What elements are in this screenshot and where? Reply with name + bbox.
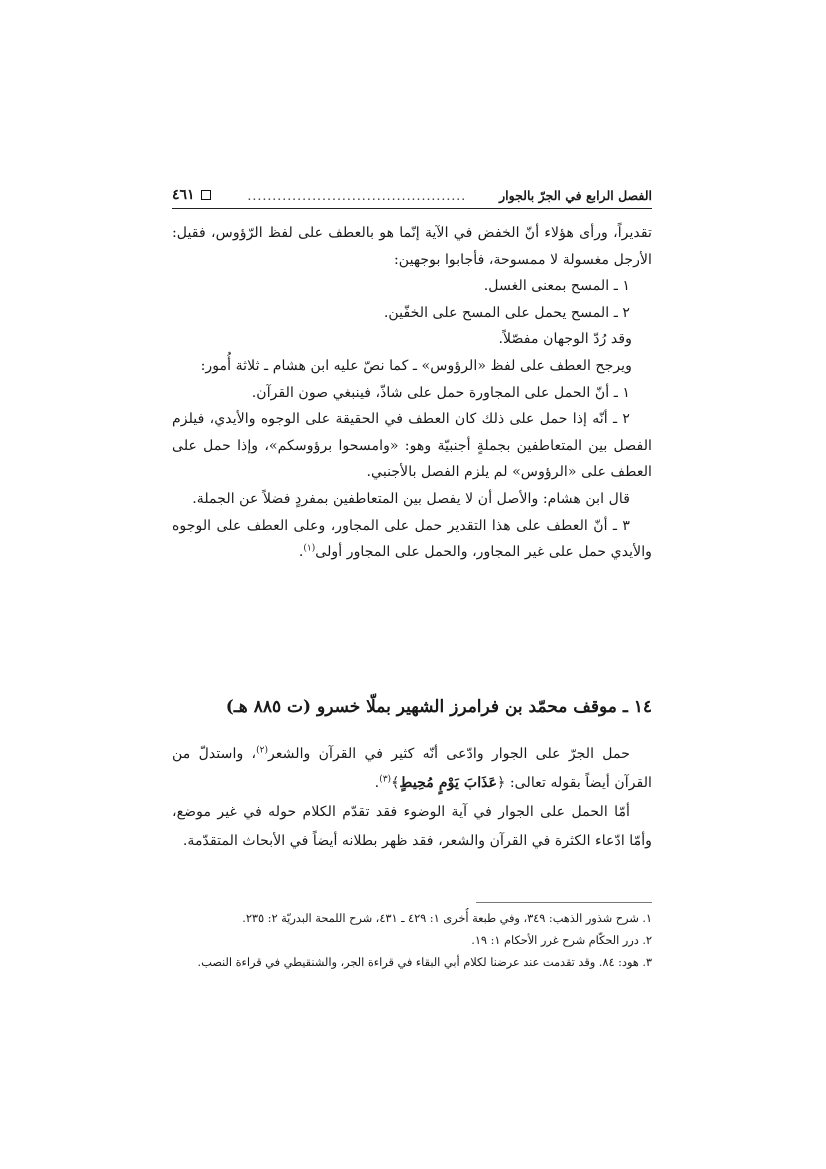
- paragraph: [172, 740, 652, 798]
- footnote-ref: (١): [303, 543, 316, 554]
- footnote-ref: (٢): [256, 745, 268, 756]
- quran-bracket: ﴾: [391, 775, 400, 791]
- section-heading: ١٤ ـ موقف محمّد بن فرامرز الشهير بملّا خسرو (ت ٨٨٥ هـ): [225, 697, 652, 717]
- dot-leader: ............................................: [247, 187, 467, 203]
- list-item: [172, 513, 652, 566]
- footnote: ٣. هود: ٨٤. وقد تقدمت عند عرضنا لكلام أبي البقاء في قراءة الجر، والشنقيطي في قراءة النصب.: [197, 956, 652, 969]
- paragraph: أمّا الحمل على الجوار في آية الوضوء فقد تقدّم الكلام حوله في غير موضع، وأمّا ادّعاء الكثرة في القرآن والشعر، فقد ظهر بطلانه أيضاً في الأبحاث المتقدّمة.: [172, 804, 652, 849]
- footnote: ١. شرح شذور الذهب: ٣٤٩، وفي طبعة أُخرى ١: ٤٢٩ ـ ٤٣١، شرح اللمحة البدريّة ٢: ٢٣٥.: [242, 912, 652, 925]
- paragraph: قال ابن هشام: والأصل أن لا يفصل بين المتعاطفين بمفردٍ فضلاً عن الجملة.: [192, 490, 630, 507]
- paragraph: وقد رُدّ الوجهان مفصّلاً.: [498, 331, 632, 348]
- paragraph: ويرجح العطف على لفظ «الرؤوس» ـ كما نصّ عليه ابن هشام ـ ثلاثة أُمور:: [200, 357, 632, 374]
- paragraph-text: حمل الجرّ على الجوار وادّعى أنّه كثير في القرآن والشعر: [267, 746, 630, 762]
- paragraph-text: ٣ ـ أنّ العطف على هذا التقدير حمل على المجاور، وعلى العطف على الوجوه والأيدي حمل على غير المجاور، والحمل على المجاور أولى: [172, 517, 652, 561]
- paragraph-text: ، واستدلّ من القرآن أيضاً بقوله تعالى: ﴿: [172, 746, 652, 791]
- chapter-title: الفصل الرابع في الجرّ بالجوار: [499, 187, 652, 203]
- list-item: ٢ ـ المسح يحمل على المسح على الخفّين.: [383, 304, 630, 321]
- page-number: ٤٦١: [172, 187, 195, 203]
- punctuation: .: [374, 775, 380, 791]
- list-item: ١ ـ أنّ الحمل على المجاورة حمل على شاذّ، فينبغي صون القرآن.: [251, 384, 630, 401]
- section-text: [172, 740, 652, 856]
- running-header: [172, 182, 652, 209]
- footnote: ٢. درر الحكّام شرح غرر الأحكام ١: ١٩.: [471, 934, 652, 947]
- list-item: ١ ـ المسح بمعنى الغسل.: [483, 278, 630, 295]
- quran-verse: عَذَابَ يَوْمٍ مُحِيطٍ: [399, 775, 498, 791]
- footnotes: [172, 908, 652, 974]
- punctuation: .: [298, 544, 304, 561]
- footnote-divider: [476, 902, 652, 903]
- footnote-ref: (٣): [379, 774, 392, 785]
- list-item: ٢ ـ أنّه إذا حمل على ذلك كان العطف في الحقيقة على الوجوه والأيدي، فيلزم الفصل بين المتعاطفين بجملةٍ أجنبيّة وهو: «وامسحوا برؤوسكم»، وإذا حمل على العطف على «الرؤوس» لم يلزم الفصل بالأجنبي.: [172, 411, 652, 481]
- body-text: [172, 220, 652, 566]
- square-bullet-icon: [201, 190, 211, 200]
- paragraph: تقديراً، ورأى هؤلاء أنّ الخفض في الآية إنّما هو بالعطف على لفظ الرّؤوس، فقيل: الأرجل مغسولة لا ممسوحة، فأجابوا بوجهين:: [172, 225, 652, 268]
